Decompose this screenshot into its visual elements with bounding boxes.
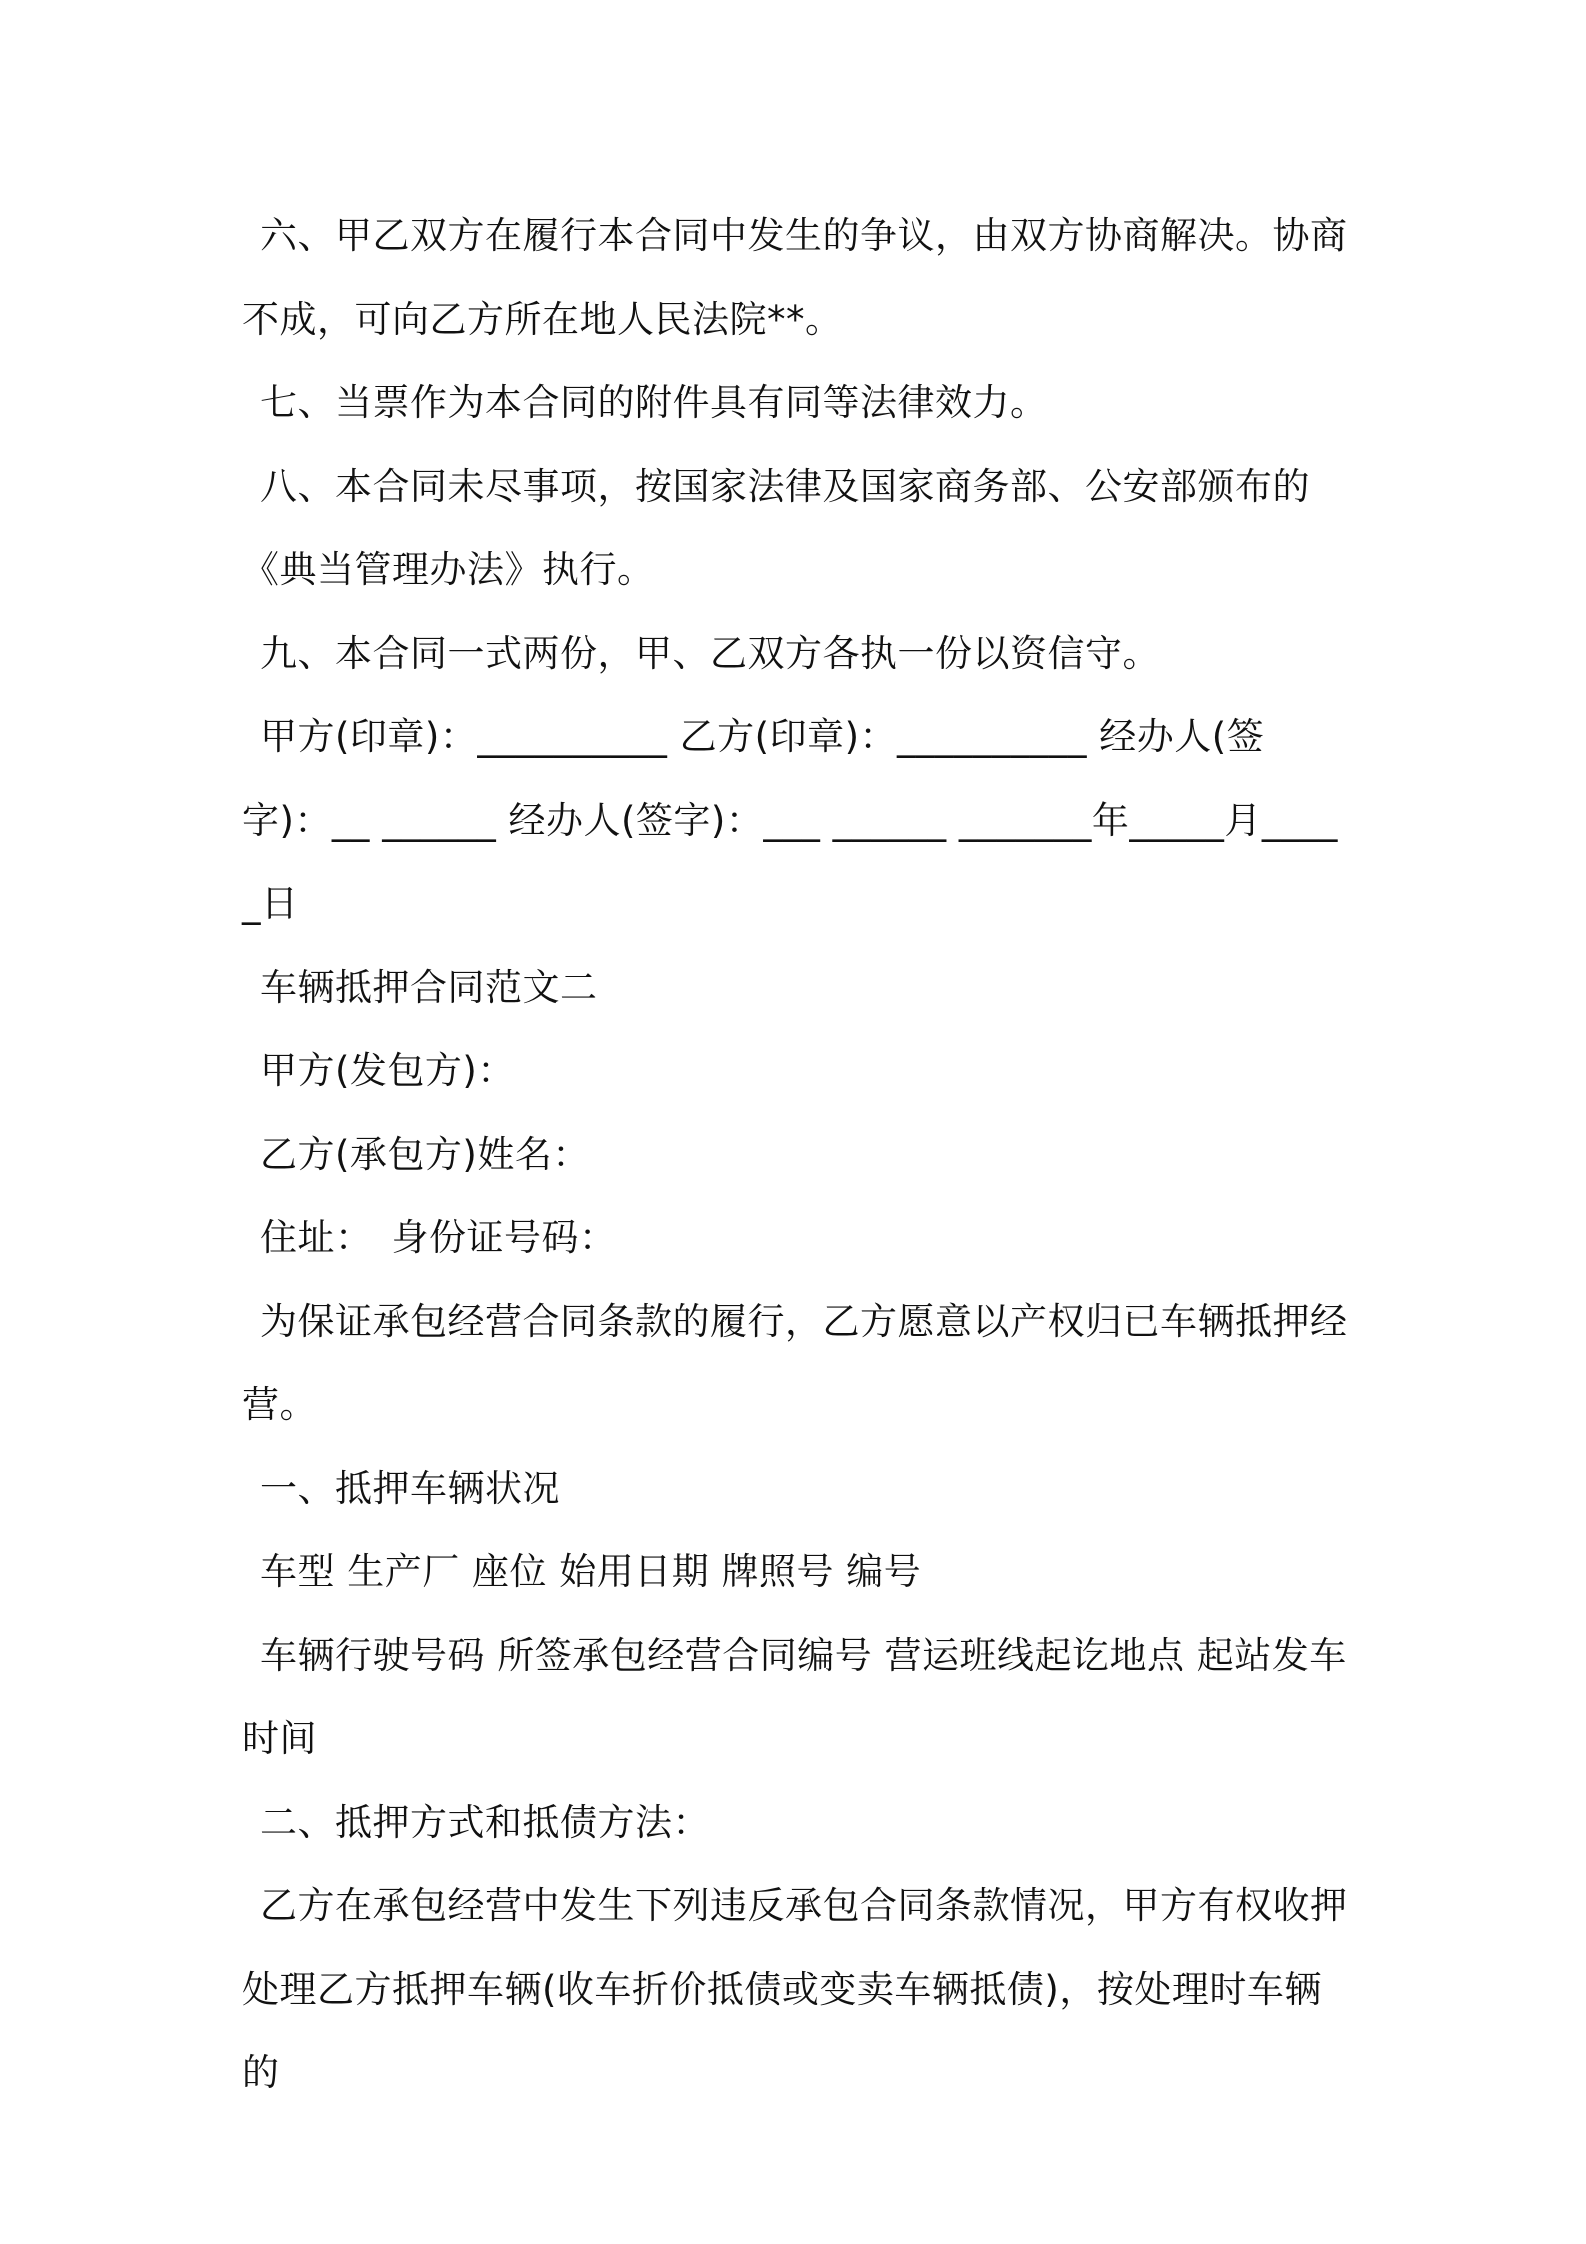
heading-mortgage-method: 二、抵押方式和抵债方法：	[260, 1800, 710, 1844]
clause-six: 六、甲乙双方在履行本合同中发生的争议，由双方协商解决。协商不成，可向乙方所在地人民法院**。	[242, 214, 1348, 341]
heading-vehicle-status: 一、抵押车辆状况	[260, 1466, 560, 1510]
mortgage-method-text: 乙方在承包经营中发生下列违反承包合同条款情况，甲方有权收押处理乙方抵押车辆(收车折价抵债或变卖车辆抵债)，按处理时车辆的	[242, 1884, 1348, 2094]
document-body	[242, 194, 1354, 2115]
preamble: 为保证承包经营合同条款的履行，乙方愿意以产权归已车辆抵押经营。	[242, 1299, 1348, 1426]
clause-nine: 九、本合同一式两份，甲、乙双方各执一份以资信守。	[260, 631, 1160, 675]
address-id-line: 住址： 身份证号码：	[260, 1216, 617, 1259]
signature-line: 甲方(印章)：__________ 乙方(印章)：__________ 经办人(签字)：__ ______ 经办人(签字)：___ ______ _______年_____月_____日	[242, 715, 1338, 925]
party-b-line: 乙方(承包方)姓名：	[260, 1132, 590, 1176]
clause-eight: 八、本合同未尽事项，按国家法律及国家商务部、公安部颁布的《典当管理办法》执行。	[242, 464, 1310, 591]
vehicle-fields-row-2: 车辆行驶号码 所签承包经营合同编号 营运班线起讫地点 起站发车时间	[242, 1633, 1347, 1760]
vehicle-fields-row-1: 车型 生产厂 座位 始用日期 牌照号 编号	[260, 1550, 922, 1593]
section-title: 车辆抵押合同范文二	[260, 965, 598, 1009]
clause-seven: 七、当票作为本合同的附件具有同等法律效力。	[260, 381, 1048, 424]
party-a-line: 甲方(发包方)：	[260, 1049, 515, 1092]
